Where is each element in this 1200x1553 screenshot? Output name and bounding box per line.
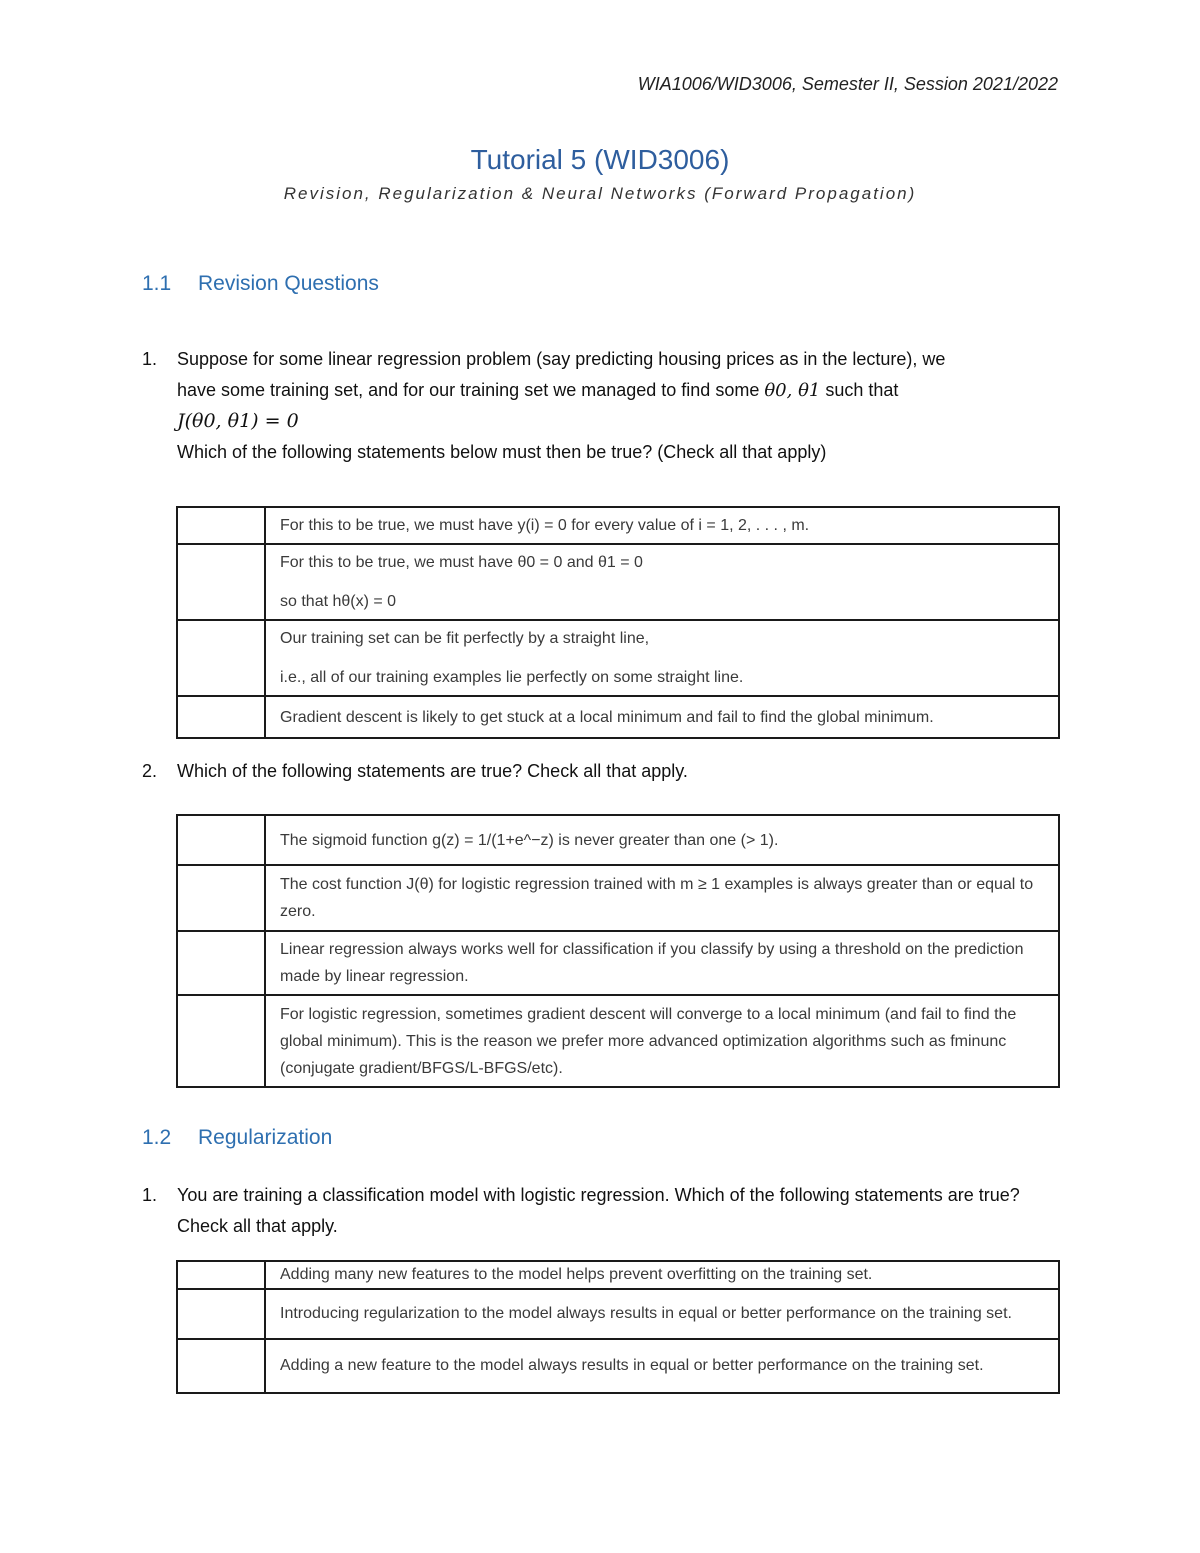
table-row	[177, 865, 1059, 931]
option-text: Gradient descent is likely to get stuck at a local minimum and fail to find the global minimum.	[265, 696, 1059, 738]
table-row	[177, 995, 1059, 1087]
question-text: Suppose for some linear regression problem (say predicting housing prices as in the lecture), we	[177, 349, 946, 369]
option-text: Adding many new features to the model helps prevent overfitting on the training set.	[265, 1261, 1059, 1289]
section-heading-revision	[142, 272, 379, 296]
option-text: For this to be true, we must have y(i) = 0 for every value of i = 1, 2, . . . , m.	[265, 507, 1059, 544]
question-number: 1.	[142, 1185, 158, 1205]
table-row	[177, 815, 1059, 865]
section-title: Revision Questions	[198, 272, 379, 295]
question-1-1	[142, 344, 1042, 468]
section-title: Regularization	[198, 1126, 333, 1149]
table-row	[177, 507, 1059, 544]
option-line: Our training set can be fit perfectly by a straight line,	[280, 630, 650, 647]
option-text: Introducing regularization to the model always results in equal or better performance on the training set.	[265, 1289, 1059, 1339]
section-number: 1.2	[142, 1126, 172, 1149]
answer-checkbox[interactable]	[177, 1339, 265, 1393]
answer-checkbox[interactable]	[177, 865, 265, 931]
question-number: 1.	[142, 349, 158, 369]
question-text-cont: have some training set, and for our training set we managed to find some	[177, 380, 760, 400]
question-number: 2.	[142, 761, 158, 781]
question-text-end: such that	[825, 380, 899, 400]
question-prompt: Which of the following statements are true? Check all that apply.	[177, 761, 688, 781]
page-title: Tutorial 5 (WID3006)	[470, 144, 730, 175]
question-prompt: You are training a classification model with logistic regression. Which of the following statements are true? Check all that apply.	[177, 1185, 1020, 1236]
question-prompt: Which of the following statements below must then be true? (Check all that apply)	[177, 442, 827, 462]
table-row	[177, 544, 1059, 620]
option-text	[265, 620, 1059, 696]
option-text: The sigmoid function g(z) = 1/(1+e^−z) is never greater than one (> 1).	[265, 815, 1059, 865]
option-text	[265, 544, 1059, 620]
section-number: 1.1	[142, 272, 172, 295]
page-subtitle: Revision, Regularization & Neural Networks (Forward Propagation)	[283, 184, 917, 203]
question-2-1	[142, 1180, 1042, 1242]
answer-checkbox[interactable]	[177, 620, 265, 696]
option-text: Linear regression always works well for classification if you classify by using a threshold on the prediction made by linear regression.	[265, 931, 1059, 995]
question-1-2	[142, 756, 1042, 787]
option-text: The cost function J(θ) for logistic regression trained with m ≥ 1 examples is always greater than or equal to zero.	[265, 865, 1059, 931]
table-row	[177, 696, 1059, 738]
table-row	[177, 1339, 1059, 1393]
option-text: Adding a new feature to the model always results in equal or better performance on the training set.	[265, 1339, 1059, 1393]
answer-checkbox[interactable]	[177, 1289, 265, 1339]
options-table-2-1	[176, 1260, 1060, 1394]
answer-checkbox[interactable]	[177, 995, 265, 1087]
answer-checkbox[interactable]	[177, 815, 265, 865]
answer-checkbox[interactable]	[177, 544, 265, 620]
options-table-1-1	[176, 506, 1060, 739]
section-heading-regularization	[142, 1126, 332, 1150]
answer-checkbox[interactable]	[177, 1261, 265, 1289]
answer-checkbox[interactable]	[177, 696, 265, 738]
option-text: For logistic regression, sometimes gradient descent will converge to a local minimum (and fail to find the global minimum). This is the reason we prefer more advanced optimization algorithms such as fminunc (conjugate gradient/BFGS/L-BFGS/etc).	[265, 995, 1059, 1087]
course-header: WIA1006/WID3006, Semester II, Session 2021/2022	[637, 74, 1058, 94]
option-line: For this to be true, we must have θ0 = 0 and θ1 = 0	[280, 554, 643, 571]
option-line: i.e., all of our training examples lie perfectly on some straight line.	[280, 669, 744, 686]
option-line: so that hθ(x) = 0	[280, 593, 397, 610]
theta-params: θ0, θ1	[764, 380, 821, 401]
table-row	[177, 620, 1059, 696]
table-row	[177, 1261, 1059, 1289]
answer-checkbox[interactable]	[177, 931, 265, 995]
answer-checkbox[interactable]	[177, 507, 265, 544]
options-table-1-2	[176, 814, 1060, 1088]
cost-formula: J(θ0, θ1) = 0	[177, 410, 299, 432]
table-row	[177, 1289, 1059, 1339]
table-row	[177, 931, 1059, 995]
